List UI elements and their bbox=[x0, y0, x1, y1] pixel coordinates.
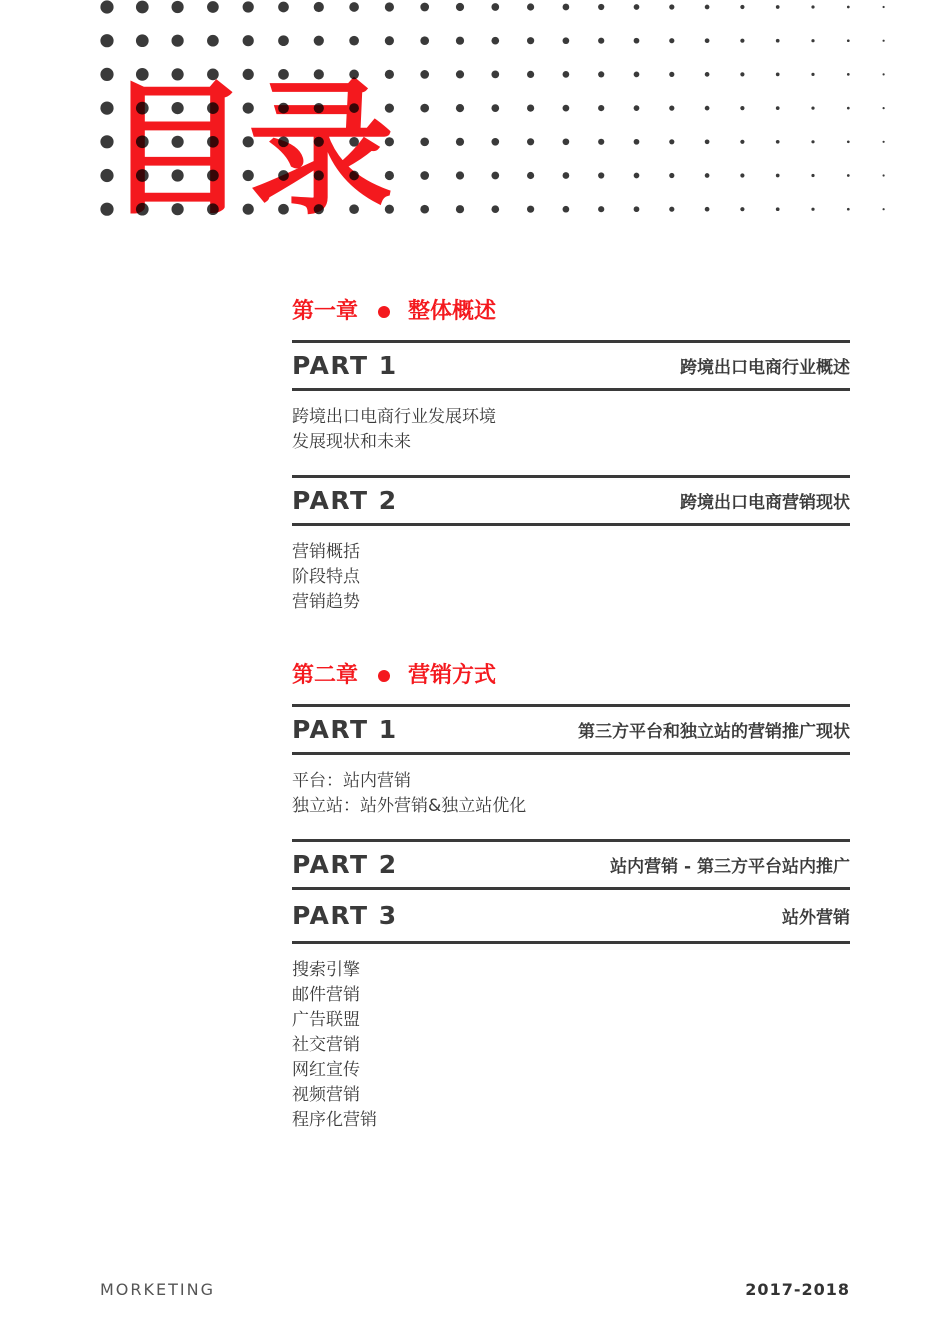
list-item: 邮件营销 bbox=[292, 985, 360, 1005]
footer-brand: MORKETING bbox=[100, 1280, 215, 1299]
pattern-dot bbox=[634, 38, 640, 44]
pattern-dot bbox=[883, 73, 885, 75]
pattern-dot bbox=[847, 39, 850, 42]
pattern-dot bbox=[563, 138, 570, 145]
part-title: 第三方平台和独立站的营销推广现状 bbox=[578, 722, 850, 742]
pattern-dot bbox=[776, 174, 780, 178]
chapter-2-part-2-header bbox=[292, 839, 850, 890]
pattern-dot bbox=[136, 34, 149, 47]
pattern-dot bbox=[598, 71, 604, 77]
bullet-dot-icon bbox=[378, 306, 390, 318]
pattern-dot bbox=[598, 105, 604, 111]
pattern-dot bbox=[634, 139, 640, 145]
pattern-dot bbox=[705, 173, 710, 178]
pattern-dot bbox=[705, 106, 710, 111]
pattern-dot bbox=[811, 208, 814, 211]
footer-year: 2017-2018 bbox=[745, 1280, 850, 1299]
pattern-dot bbox=[847, 73, 850, 76]
part-label: PART 2 bbox=[292, 486, 398, 515]
pattern-dot bbox=[420, 137, 429, 146]
pattern-dot bbox=[491, 138, 499, 146]
pattern-dot bbox=[847, 208, 850, 211]
chapter-2-part-3-header bbox=[292, 890, 850, 944]
part-title: 站外营销 bbox=[782, 908, 850, 928]
pattern-dot bbox=[669, 106, 674, 111]
pattern-dot bbox=[527, 206, 534, 213]
pattern-dot bbox=[456, 104, 464, 112]
pattern-dot bbox=[527, 71, 534, 78]
pattern-dot bbox=[527, 172, 534, 179]
part-title: 站内营销 - 第三方平台站内推广 bbox=[610, 857, 850, 877]
pattern-dot bbox=[243, 35, 254, 46]
pattern-dot bbox=[634, 173, 640, 179]
chapter-1-heading bbox=[292, 295, 850, 329]
chapter-1-part-2-items bbox=[292, 540, 850, 615]
list-item: 营销概括 bbox=[292, 542, 360, 562]
part-label: PART 1 bbox=[292, 351, 398, 380]
pattern-dot bbox=[563, 105, 570, 112]
pattern-dot bbox=[811, 39, 814, 42]
pattern-dot bbox=[634, 72, 640, 78]
chapter-1-part-2-header bbox=[292, 475, 850, 526]
pattern-dot bbox=[420, 70, 429, 79]
pattern-dot bbox=[491, 104, 499, 112]
part-label: PART 2 bbox=[292, 850, 398, 879]
pattern-dot bbox=[669, 4, 674, 9]
pattern-dot bbox=[420, 36, 429, 45]
part-label: PART 3 bbox=[292, 901, 398, 930]
page-title: 目录 bbox=[104, 65, 392, 235]
pattern-dot bbox=[669, 207, 674, 212]
pattern-dot bbox=[705, 5, 710, 10]
pattern-dot bbox=[598, 4, 604, 10]
pattern-dot bbox=[705, 38, 710, 43]
pattern-dot bbox=[278, 2, 289, 13]
pattern-dot bbox=[136, 1, 149, 14]
pattern-dot bbox=[776, 106, 780, 110]
pattern-dot bbox=[740, 39, 744, 43]
pattern-dot bbox=[705, 139, 710, 144]
pattern-dot bbox=[598, 206, 604, 212]
pattern-dot bbox=[883, 40, 885, 42]
pattern-dot bbox=[598, 172, 604, 178]
chapter-2-heading bbox=[292, 659, 850, 693]
pattern-dot bbox=[385, 2, 394, 11]
pattern-dot bbox=[563, 37, 570, 44]
pattern-dot bbox=[456, 138, 464, 146]
pattern-dot bbox=[598, 38, 604, 44]
pattern-dot bbox=[314, 2, 324, 12]
pattern-dot bbox=[776, 39, 780, 43]
pattern-dot bbox=[811, 5, 814, 8]
pattern-dot bbox=[740, 173, 744, 177]
chapter-1-label: 第一章 bbox=[292, 299, 359, 324]
chapter-2-part-3-items bbox=[292, 958, 850, 1133]
pattern-dot bbox=[669, 173, 674, 178]
pattern-dot bbox=[100, 0, 113, 13]
chapter-2-part-1-items bbox=[292, 769, 850, 819]
pattern-dot bbox=[456, 70, 464, 78]
pattern-dot bbox=[705, 72, 710, 77]
list-item: 平台：站内营销 bbox=[292, 771, 411, 791]
pattern-dot bbox=[243, 1, 254, 12]
pattern-dot bbox=[314, 36, 324, 46]
pattern-dot bbox=[491, 3, 499, 11]
list-item: 广告联盟 bbox=[292, 1010, 360, 1030]
pattern-dot bbox=[491, 37, 499, 45]
pattern-dot bbox=[776, 5, 780, 9]
pattern-dot bbox=[491, 205, 499, 213]
pattern-dot bbox=[456, 3, 464, 11]
pattern-dot bbox=[527, 3, 534, 10]
table-of-contents bbox=[292, 295, 850, 1133]
list-item: 阶段特点 bbox=[292, 567, 360, 587]
pattern-dot bbox=[811, 174, 814, 177]
pattern-dot bbox=[669, 139, 674, 144]
pattern-dot bbox=[172, 35, 184, 47]
list-item: 营销趋势 bbox=[292, 592, 360, 612]
part-title: 跨境出口电商行业概述 bbox=[680, 358, 850, 378]
pattern-dot bbox=[456, 205, 464, 213]
pattern-dot bbox=[527, 37, 534, 44]
pattern-dot bbox=[456, 171, 464, 179]
pattern-dot bbox=[740, 5, 744, 9]
list-item: 网红宣传 bbox=[292, 1060, 360, 1080]
pattern-dot bbox=[172, 1, 184, 13]
pattern-dot bbox=[883, 6, 885, 8]
pattern-dot bbox=[634, 206, 640, 212]
pattern-dot bbox=[776, 207, 780, 211]
bullet-dot-icon bbox=[378, 670, 390, 682]
pattern-dot bbox=[847, 140, 850, 143]
chapter-1-name: 整体概述 bbox=[408, 299, 497, 324]
pattern-dot bbox=[598, 139, 604, 145]
pattern-dot bbox=[420, 104, 429, 113]
pattern-dot bbox=[634, 4, 640, 10]
pattern-dot bbox=[740, 72, 744, 76]
pattern-dot bbox=[563, 4, 570, 11]
chapter-2-part-1-header bbox=[292, 704, 850, 755]
chapter-1-part-1-items bbox=[292, 405, 850, 455]
chapter-1-part-1-header bbox=[292, 340, 850, 391]
pattern-dot bbox=[847, 6, 850, 9]
pattern-dot bbox=[847, 107, 850, 110]
pattern-dot bbox=[563, 172, 570, 179]
pattern-dot bbox=[100, 34, 113, 47]
pattern-dot bbox=[883, 174, 885, 176]
pattern-dot bbox=[456, 37, 464, 45]
pattern-dot bbox=[420, 3, 429, 12]
pattern-dot bbox=[491, 172, 499, 180]
part-title: 跨境出口电商营销现状 bbox=[680, 493, 850, 513]
pattern-dot bbox=[278, 35, 289, 46]
pattern-dot bbox=[669, 38, 674, 43]
pattern-dot bbox=[883, 141, 885, 143]
list-item: 搜索引擎 bbox=[292, 960, 360, 980]
pattern-dot bbox=[349, 2, 359, 12]
part-label: PART 1 bbox=[292, 715, 398, 744]
pattern-dot bbox=[669, 72, 674, 77]
pattern-dot bbox=[527, 105, 534, 112]
pattern-dot bbox=[811, 107, 814, 110]
pattern-dot bbox=[563, 206, 570, 213]
pattern-dot bbox=[207, 1, 219, 13]
pattern-dot bbox=[349, 36, 359, 46]
pattern-dot bbox=[491, 71, 499, 79]
list-item: 跨境出口电商行业发展环境 bbox=[292, 407, 496, 427]
pattern-dot bbox=[776, 140, 780, 144]
pattern-dot bbox=[740, 140, 744, 144]
list-item: 发展现状和未来 bbox=[292, 432, 411, 452]
pattern-dot bbox=[385, 36, 394, 45]
pattern-dot bbox=[420, 205, 429, 214]
pattern-dot bbox=[883, 208, 885, 210]
pattern-dot bbox=[811, 140, 814, 143]
pattern-dot bbox=[527, 138, 534, 145]
pattern-dot bbox=[563, 71, 570, 78]
pattern-dot bbox=[811, 73, 814, 76]
pattern-dot bbox=[420, 171, 429, 180]
chapter-2-label: 第二章 bbox=[292, 663, 359, 688]
pattern-dot bbox=[847, 174, 850, 177]
pattern-dot bbox=[740, 106, 744, 110]
list-item: 独立站：站外营销&独立站优化 bbox=[292, 796, 527, 816]
pattern-dot bbox=[740, 207, 744, 211]
list-item: 视频营销 bbox=[292, 1085, 360, 1105]
list-item: 社交营销 bbox=[292, 1035, 360, 1055]
pattern-dot bbox=[705, 207, 710, 212]
pattern-dot bbox=[883, 107, 885, 109]
list-item: 程序化营销 bbox=[292, 1110, 377, 1130]
pattern-dot bbox=[207, 35, 219, 47]
chapter-2-name: 营销方式 bbox=[408, 663, 497, 688]
pattern-dot bbox=[776, 73, 780, 77]
pattern-dot bbox=[634, 105, 640, 111]
